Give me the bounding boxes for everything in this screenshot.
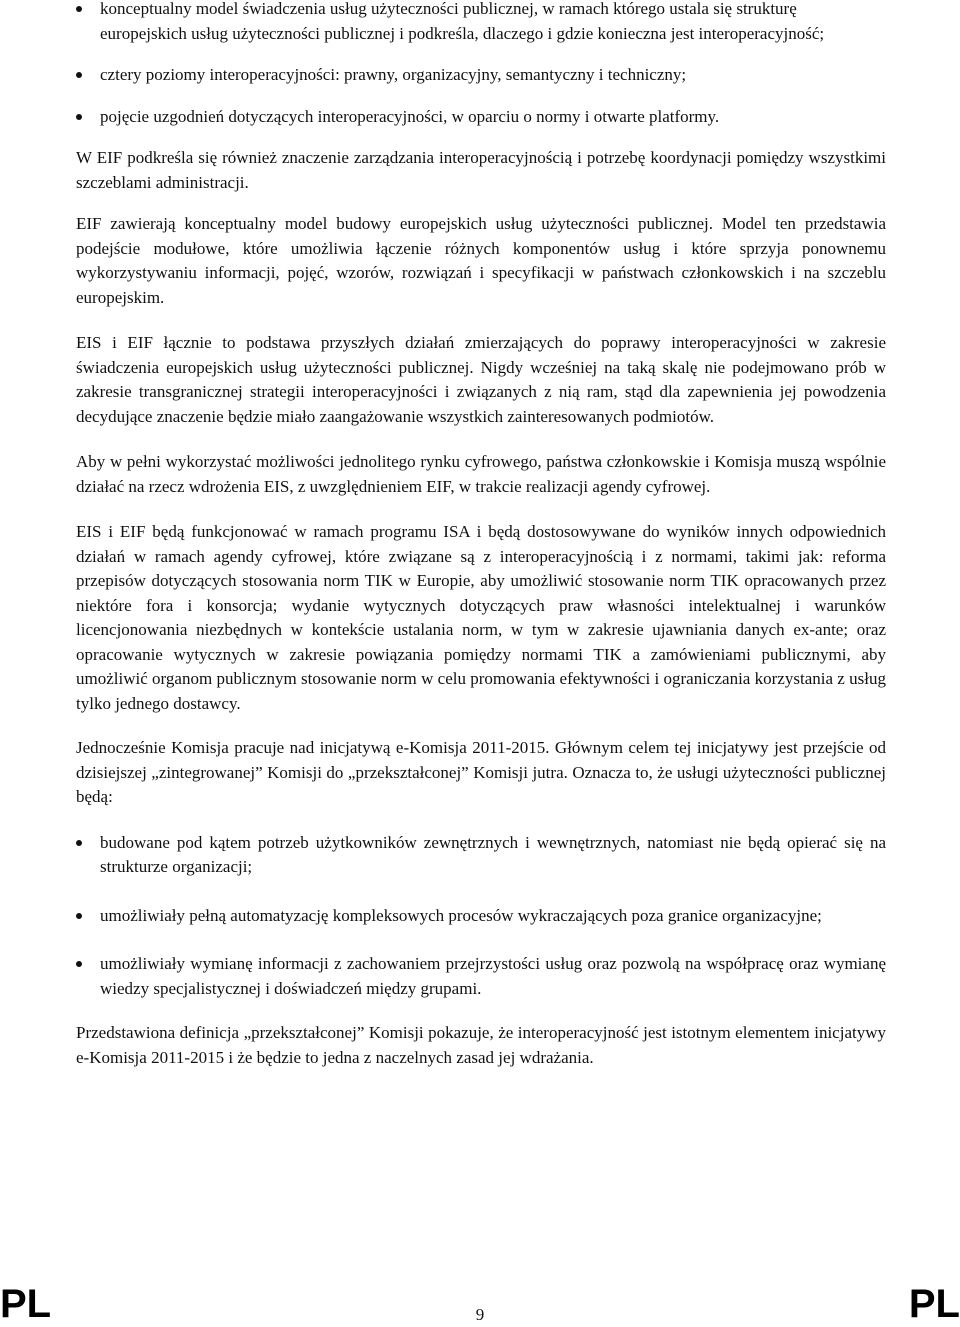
list-item-text: budowane pod kątem potrzeb użytkowników zewnętrznych i wewnętrznych, natomiast nie będą opierać się na strukturze organizacji; (100, 832, 886, 876)
list-item (76, 904, 886, 929)
list-item (76, 0, 886, 46)
list-item-text: umożliwiały pełną automatyzację kompleksowych procesów wykraczających poza granice organizacyjne; (100, 905, 822, 925)
bullet-list-eif-elements (76, 0, 886, 129)
list-item-text: umożliwiały wymianę informacji z zachowaniem przejrzystości usług oraz pozwolą na współpracę oraz wymianę wiedzy specjalistycznej i doświadczeń między grupami. (100, 954, 886, 998)
paragraph-eis-eif-basis: EIS i EIF łącznie to podstawa przyszłych działań zmierzających do poprawy interoperacyjności w zakresie świadczenia europejskich usług użyteczności publicznej. Nigdy wcześniej na taką skalę nie podejmowano prób w zakresie transgranicznej strategii interoperacyjności i związanych z nią ram, stąd dla zapewnienia jej powodzenia decydujące znaczenie będzie miało zaangażowanie wszystkich zainteresowanych podmiotów. (76, 333, 886, 426)
bullet-icon (76, 913, 82, 919)
footer-language-left: PL (0, 1282, 52, 1326)
paragraph-governance: W EIF podkreśla się również znaczenie zarządzania interoperacyjnością i potrzebę koordynacji pomiędzy wszystkimi szczeblami administracji. (76, 148, 886, 192)
footer-language-right: PL (908, 1282, 960, 1326)
list-item-text: cztery poziomy interoperacyjności: prawny, organizacyjny, semantyczny i techniczny; (100, 65, 687, 84)
bullet-icon (76, 114, 82, 120)
document-body (76, 0, 886, 1070)
list-item-text: konceptualny model świadczenia usług użyteczności publicznej, w ramach którego ustala się strukturę europejskich usług użyteczności publicznej i podkreśla, dlaczego i gdzie konieczna jest interoperacyjność; (100, 0, 825, 43)
list-item (76, 63, 886, 88)
paragraph-conceptual-model: EIF zawierają konceptualny model budowy europejskich usług użyteczności publicznej. Model ten przedstawia podejście modułowe, które umożliwia łączenie różnych komponentów usług i które sprzyja ponownemu wykorzystywaniu informacji, pojęć, wzorów, rozwiązań i specyfikacji w państwach członkowskich i na szczeblu europejskim. (76, 214, 886, 307)
list-item-text: pojęcie uzgodnień dotyczących interoperacyjności, w oparciu o normy i otwarte platformy. (100, 106, 720, 126)
list-item (76, 831, 886, 880)
paragraph-digital-market: Aby w pełni wykorzystać możliwości jednolitego rynku cyfrowego, państwa członkowskie i Komisja muszą wspólnie działać na rzecz wdrożenia EIS, z uwzględnieniem EIF, w trakcie realizacji agendy cyfrowej. (76, 452, 886, 496)
paragraph-isa-program: EIS i EIF będą funkcjonować w ramach programu ISA i będą dostosowywane do wyników innych odpowiednich działań w ramach agendy cyfrowej, które związane są z interoperacyjnością i z normami, takimi jak: reforma przepisów dotyczących stosowania norm TIK w Europie, aby umożliwić stosowanie norm TIK opracowanych przez niektóre fora i konsorcja; wydanie wytycznych dotyczących praw własności intelektualnej i warunków licencjonowania niezbędnych w kontekście ustalania norm, w tym w zakresie ujawniania danych ex-ante; oraz opracowanie wytycznych w zakresie powiązania pomiędzy normami TIK a zamówieniami publicznymi, aby umożliwić organom publicznym stosowanie norm w celu promowania efektywności i ograniczania korzystania z usług tylko jednego dostawcy. (76, 522, 886, 713)
list-item (76, 105, 886, 130)
bullet-icon (76, 72, 82, 78)
page-number: 9 (475, 1305, 485, 1324)
paragraph-e-commission: Jednocześnie Komisja pracuje nad inicjatywą e-Komisja 2011-2015. Głównym celem tej inicjatywy jest przejście od dzisiejszej „zintegrowanej” Komisji do „przekształconej” Komisji jutra. Oznacza to, że usługi użyteczności publicznej będą: (76, 738, 886, 806)
bullet-list-public-services (76, 831, 886, 1002)
bullet-icon (76, 6, 82, 12)
list-item (76, 952, 886, 1001)
bullet-icon (76, 840, 82, 846)
paragraph-definition: Przedstawiona definicja „przekształconej” Komisji pokazuje, że interoperacyjność jest istotnym elementem inicjatywy e-Komisja 2011-2015 i że będzie to jedna z naczelnych zasad jej wdrażania. (76, 1023, 886, 1067)
bullet-icon (76, 961, 82, 967)
